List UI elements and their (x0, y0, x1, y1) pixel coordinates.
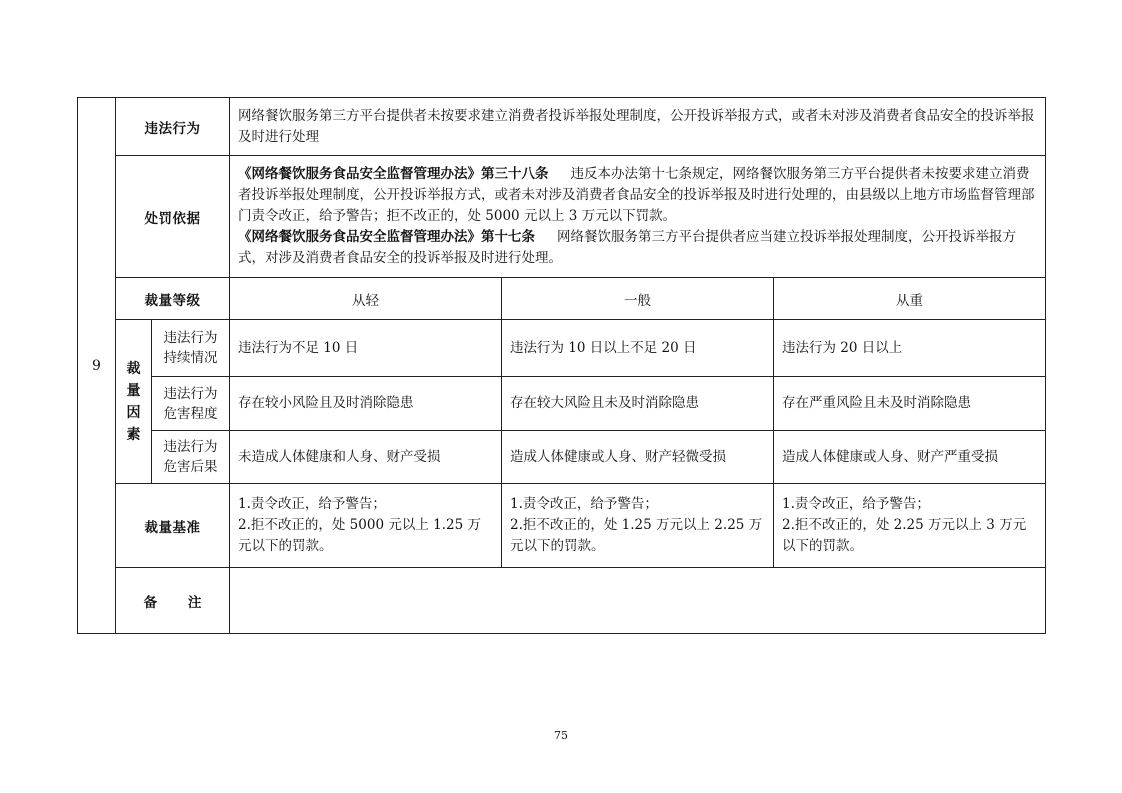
factor-heavy: 存在严重风险且未及时消除隐患 (774, 377, 1046, 431)
levels-row (78, 278, 1046, 320)
standard-normal (502, 484, 774, 568)
standard-line: 2.拒不改正的，处 1.25 万元以上 2.25 万元以下的罚款。 (510, 517, 763, 554)
factor-name (152, 377, 230, 431)
basis-ref2-text: 网络餐饮服务第三方平台提供者应当建立投诉举报处理制度，公开投诉举报方式，对涉及消费者食品安全的投诉举报及时进行处理。 (238, 229, 1016, 266)
standard-line: 2.拒不改正的，处 2.25 万元以上 3 万元以下的罚款。 (782, 517, 1027, 554)
factor-heavy: 违法行为 20 日以上 (774, 320, 1046, 377)
factor-name-line: 危害后果 (163, 459, 218, 475)
basis-text (230, 156, 1046, 278)
remarks-text (230, 568, 1046, 634)
remarks-row (78, 568, 1046, 634)
standard-light (230, 484, 502, 568)
factor-name-line: 违法行为 (163, 385, 218, 402)
factor-light: 存在较小风险且及时消除隐患 (230, 377, 502, 431)
basis-ref2-title: 《网络餐饮服务食品安全监督管理办法》第十七条 (238, 229, 535, 245)
factors-label-char: 因 (126, 404, 141, 421)
factor-name-line: 危害程度 (163, 405, 218, 422)
standard-row (78, 484, 1046, 568)
factors-label (116, 320, 152, 484)
factor-normal: 存在较大风险且未及时消除隐患 (502, 377, 774, 431)
remarks-label: 备 注 (116, 568, 230, 634)
factors-label-char: 素 (126, 426, 141, 443)
factor-heavy: 造成人体健康或人身、财产严重受损 (774, 431, 1046, 484)
standard-line: 2.拒不改正的，处 5000 元以上 1.25 万元以下的罚款。 (238, 517, 481, 554)
factors-label-char: 量 (126, 382, 141, 399)
level-light: 从轻 (230, 278, 502, 320)
violation-text: 网络餐饮服务第三方平台提供者未按要求建立消费者投诉举报处理制度，公开投诉举报方式，或者未对涉及消费者食品安全的投诉举报及时进行处理 (230, 98, 1046, 156)
factor-name (152, 431, 230, 484)
discretion-standard-table (77, 97, 1046, 634)
standard-heavy (774, 484, 1046, 568)
factor-light: 未造成人体健康和人身、财产受损 (230, 431, 502, 484)
standard-line: 1.责令改正，给予警告； (238, 496, 386, 512)
factor-name-line: 违法行为 (163, 439, 218, 455)
standard-line: 1.责令改正，给予警告； (510, 496, 658, 512)
factor-normal: 造成人体健康或人身、财产轻微受损 (502, 431, 774, 484)
factor-name (152, 320, 230, 377)
level-heavy: 从重 (774, 278, 1046, 320)
levels-label: 裁量等级 (116, 278, 230, 320)
factor-row-duration (78, 320, 1046, 377)
basis-label: 处罚依据 (116, 156, 230, 278)
page-number: 75 (554, 729, 568, 742)
factor-normal: 违法行为 10 日以上不足 20 日 (502, 320, 774, 377)
standard-line: 1.责令改正，给予警告； (782, 496, 930, 512)
basis-row (78, 156, 1046, 278)
factor-row-consequence (78, 431, 1046, 484)
factor-light: 违法行为不足 10 日 (230, 320, 502, 377)
violation-label: 违法行为 (116, 98, 230, 156)
factor-row-severity (78, 377, 1046, 431)
factors-label-char: 裁 (126, 360, 141, 377)
basis-ref1-text: 违反本办法第十七条规定，网络餐饮服务第三方平台提供者未按要求建立消费者投诉举报处理制度，公开投诉举报方式，或者未对涉及消费者食品安全的投诉举报及时进行处理的，由县级以上地方市场监督管理部门责令改正，给予警告；拒不改正的，处 5000 元以上 3 万元以下罚款。 (238, 166, 1035, 224)
factor-name-line: 违法行为 (163, 330, 218, 346)
factor-name-line: 持续情况 (163, 350, 218, 366)
standard-label: 裁量基准 (116, 484, 230, 568)
level-normal: 一般 (502, 278, 774, 320)
violation-row (78, 98, 1046, 156)
item-number: 9 (78, 98, 116, 634)
basis-ref1-title: 《网络餐饮服务食品安全监督管理办法》第三十八条 (238, 166, 549, 182)
